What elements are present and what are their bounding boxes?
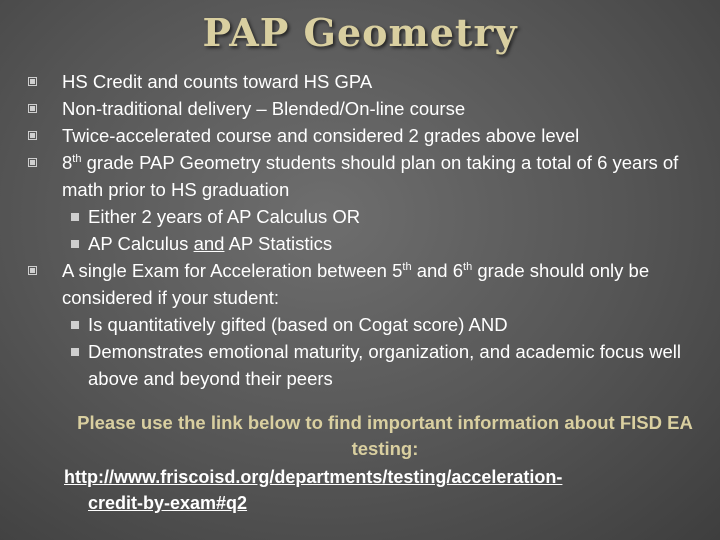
bullet-item — [22, 149, 714, 203]
square-bullet-icon — [71, 348, 79, 356]
bullet-item — [22, 257, 714, 311]
sub-bullet-item — [22, 203, 714, 230]
sub-bullet-text: Either 2 years of AP Calculus OR — [88, 206, 361, 227]
bullet-text: A single Exam for Acceleration between 5th and 6th grade should only be considered if your student: — [62, 260, 650, 308]
sub-bullet-item — [22, 230, 714, 257]
link-line-1[interactable]: http://www.friscoisd.org/departments/testing/acceleration- — [64, 467, 563, 487]
bullet-item — [22, 95, 714, 122]
square-bullet-icon — [71, 213, 79, 221]
boxed-bullet-icon — [28, 266, 37, 275]
boxed-bullet-icon — [28, 104, 37, 113]
sub-bullet-item — [22, 311, 714, 338]
bullet-text: Non-traditional delivery – Blended/On-line course — [62, 98, 466, 119]
bullet-item — [22, 68, 714, 95]
sub-bullet-item — [22, 338, 714, 392]
square-bullet-icon — [71, 321, 79, 329]
link-line-2[interactable]: credit-by-exam#q2 — [88, 493, 248, 513]
bullet-item — [22, 122, 714, 149]
boxed-bullet-icon — [28, 131, 37, 140]
info-note: Please use the link below to find important information about FISD EA testing: — [77, 412, 693, 459]
bullet-text: HS Credit and counts toward HS GPA — [62, 71, 373, 92]
bullet-list — [22, 68, 714, 392]
square-bullet-icon — [71, 240, 79, 248]
sub-bullet-text: AP Calculus and AP Statistics — [88, 233, 333, 254]
sub-bullet-text: Is quantitatively gifted (based on Cogat score) AND — [88, 314, 508, 335]
bullet-text: Twice-accelerated course and considered 2 grades above level — [62, 125, 580, 146]
acceleration-link[interactable] — [64, 464, 714, 516]
slide-title: PAP Geometry — [202, 10, 518, 55]
bullet-text: 8th grade PAP Geometry students should plan on taking a total of 6 years of math prior to HS graduation — [62, 152, 679, 200]
boxed-bullet-icon — [28, 77, 37, 86]
sub-bullet-text: Demonstrates emotional maturity, organization, and academic focus well above and beyond their peers — [88, 341, 681, 389]
boxed-bullet-icon — [28, 158, 37, 167]
